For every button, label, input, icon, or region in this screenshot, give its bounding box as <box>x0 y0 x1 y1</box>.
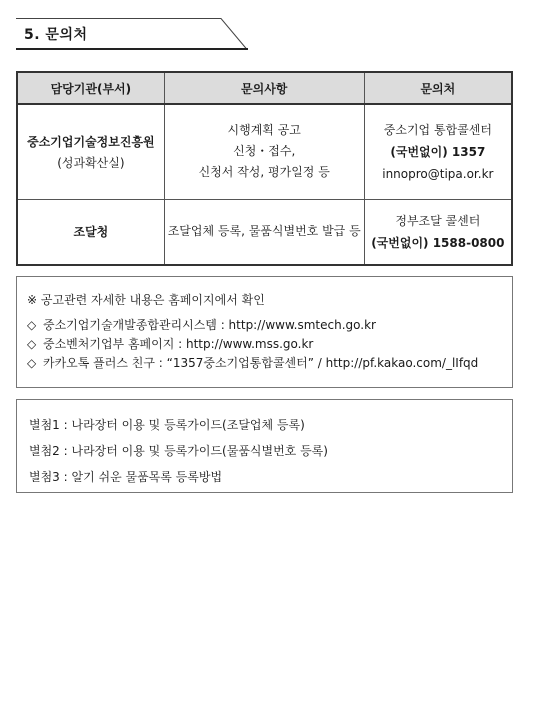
list-item <box>27 316 502 335</box>
topic-line: 조달업체 등록, 물품식별번호 발급 등 <box>167 224 361 239</box>
diamond-bullet-icon: ◇ <box>27 318 37 332</box>
notice-heading: ※ 공고관련 자세한 내용은 홈페이지에서 확인 <box>27 293 265 307</box>
list-item <box>27 335 502 354</box>
table-row <box>17 199 512 265</box>
org-name: 조달청 <box>73 225 109 240</box>
attachment-item: 별첨2 : 나라장터 이용 및 등록가이드(물품식별번호 등록) <box>29 444 328 458</box>
header-department: 담당기관(부서) <box>17 72 164 104</box>
org-name: 중소기업기술정보진흥원 <box>27 134 155 149</box>
contact-line: 중소기업 통합콜센터 <box>383 122 492 137</box>
diamond-bullet-icon: ◇ <box>27 356 37 370</box>
org-cell <box>17 104 164 199</box>
topic-cell <box>164 104 364 199</box>
header-inquiry: 문의사항 <box>164 72 364 104</box>
contact-phone: (국번없이) 1357 <box>390 144 486 159</box>
contact-table <box>16 71 513 266</box>
org-cell <box>17 199 164 265</box>
notice-link-mss[interactable]: 중소벤처기업부 홈페이지 : http://www.mss.go.kr <box>43 337 314 351</box>
table-row <box>17 104 512 199</box>
org-subdivision: (성과확산실) <box>57 155 125 170</box>
topic-line: 신청・접수, <box>233 144 296 159</box>
attachments-box <box>16 399 513 493</box>
diamond-bullet-icon: ◇ <box>27 337 37 351</box>
contact-cell <box>364 199 512 265</box>
topic-line: 시행계획 공고 <box>227 123 301 138</box>
attachment-item: 별첨1 : 나라장터 이용 및 등록가이드(조달업체 등록) <box>29 418 305 432</box>
contact-line: 정부조달 콜센터 <box>395 213 481 228</box>
section-title: 5. 문의처 <box>24 27 88 43</box>
list-item <box>27 354 502 373</box>
contact-phone: (국번없이) 1588-0800 <box>371 235 505 250</box>
topic-line: 신청서 작성, 평가일정 등 <box>198 165 330 180</box>
header-contact: 문의처 <box>364 72 512 104</box>
notice-link-kakao[interactable]: 카카오톡 플러스 친구 : “1357중소기업통합콜센터” / http://pf.kakao.com/_lIfqd <box>43 356 479 370</box>
topic-cell <box>164 199 364 265</box>
contact-cell <box>364 104 512 199</box>
notice-link-smtech[interactable]: 중소기업기술개발종합관리시스템 : http://www.smtech.go.kr <box>43 318 376 332</box>
contact-email[interactable]: innopro@tipa.or.kr <box>382 166 494 181</box>
table-header-row <box>17 72 512 104</box>
attachment-item: 별첨3 : 알기 쉬운 물품목록 등록방법 <box>29 470 223 484</box>
section-heading <box>16 18 248 50</box>
notice-box <box>16 276 513 388</box>
